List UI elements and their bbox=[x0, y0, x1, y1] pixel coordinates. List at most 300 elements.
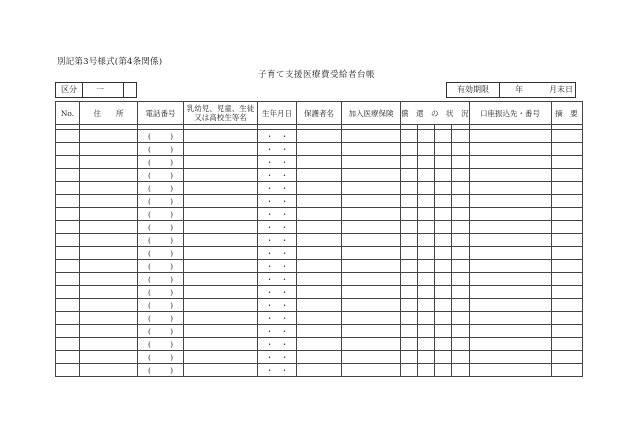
table-cell[interactable] bbox=[342, 338, 401, 351]
table-cell[interactable] bbox=[551, 169, 582, 182]
table-cell[interactable] bbox=[452, 221, 469, 234]
table-cell[interactable] bbox=[297, 312, 342, 325]
table-cell[interactable] bbox=[452, 364, 469, 377]
table-cell[interactable] bbox=[452, 130, 469, 143]
phone-close-paren: ) bbox=[170, 352, 173, 362]
phone-open-paren: ( bbox=[148, 131, 151, 141]
phone-open-paren: ( bbox=[148, 326, 151, 336]
table-cell[interactable] bbox=[342, 195, 401, 208]
table-cell[interactable] bbox=[435, 182, 452, 195]
table-cell[interactable] bbox=[418, 260, 435, 273]
header-no: No. bbox=[56, 102, 80, 125]
table-cell[interactable] bbox=[56, 208, 80, 221]
table-row bbox=[56, 208, 583, 221]
table-cell[interactable] bbox=[401, 312, 418, 325]
table-cell[interactable] bbox=[551, 156, 582, 169]
birthdate-cell[interactable] bbox=[258, 247, 297, 260]
table-cell[interactable] bbox=[418, 208, 435, 221]
birthdate-cell[interactable] bbox=[258, 325, 297, 338]
table-cell[interactable] bbox=[184, 312, 258, 325]
table-row bbox=[56, 273, 583, 286]
table-cell[interactable] bbox=[452, 325, 469, 338]
table-cell[interactable] bbox=[297, 299, 342, 312]
table-cell[interactable] bbox=[56, 195, 80, 208]
table-cell[interactable] bbox=[80, 221, 138, 234]
table-cell[interactable] bbox=[80, 208, 138, 221]
table-cell[interactable] bbox=[56, 364, 80, 377]
table-cell[interactable] bbox=[342, 325, 401, 338]
table-cell[interactable] bbox=[342, 208, 401, 221]
phone-open-paren: ( bbox=[148, 183, 151, 193]
table-row bbox=[56, 195, 583, 208]
table-row bbox=[56, 260, 583, 273]
header-remarks: 摘 要 bbox=[551, 102, 582, 125]
table-cell[interactable] bbox=[297, 143, 342, 156]
phone-cell[interactable] bbox=[138, 338, 184, 351]
table-cell[interactable] bbox=[80, 260, 138, 273]
classification-value[interactable]: 一 bbox=[96, 85, 104, 94]
table-cell[interactable] bbox=[435, 351, 452, 364]
table-cell[interactable] bbox=[435, 325, 452, 338]
table-cell[interactable] bbox=[401, 299, 418, 312]
table-cell[interactable] bbox=[418, 325, 435, 338]
table-cell[interactable] bbox=[452, 247, 469, 260]
table-cell[interactable] bbox=[469, 169, 551, 182]
phone-open-paren: ( bbox=[148, 157, 151, 167]
table-cell[interactable] bbox=[452, 182, 469, 195]
table-row bbox=[56, 234, 583, 247]
phone-close-paren: ) bbox=[170, 235, 173, 245]
table-cell[interactable] bbox=[469, 130, 551, 143]
table-cell[interactable] bbox=[469, 312, 551, 325]
table-cell[interactable] bbox=[184, 182, 258, 195]
table-cell[interactable] bbox=[418, 195, 435, 208]
phone-cell[interactable] bbox=[138, 156, 184, 169]
table-cell[interactable] bbox=[551, 312, 582, 325]
table-row bbox=[56, 299, 583, 312]
phone-cell[interactable] bbox=[138, 169, 184, 182]
table-cell[interactable] bbox=[342, 221, 401, 234]
table-cell[interactable] bbox=[297, 286, 342, 299]
table-cell[interactable] bbox=[435, 221, 452, 234]
table-cell[interactable] bbox=[418, 286, 435, 299]
table-cell[interactable] bbox=[297, 247, 342, 260]
table-cell[interactable] bbox=[297, 169, 342, 182]
table-cell[interactable] bbox=[551, 325, 582, 338]
table-cell[interactable] bbox=[435, 312, 452, 325]
table-cell[interactable] bbox=[469, 260, 551, 273]
table-cell[interactable] bbox=[418, 312, 435, 325]
table-cell[interactable] bbox=[551, 299, 582, 312]
table-cell[interactable] bbox=[297, 325, 342, 338]
table-cell[interactable] bbox=[297, 182, 342, 195]
table-cell[interactable] bbox=[418, 299, 435, 312]
table-cell[interactable] bbox=[452, 208, 469, 221]
table-cell[interactable] bbox=[435, 286, 452, 299]
table-cell[interactable] bbox=[401, 351, 418, 364]
table-cell[interactable] bbox=[80, 351, 138, 364]
table-cell[interactable] bbox=[80, 234, 138, 247]
phone-close-paren: ) bbox=[170, 183, 173, 193]
table-cell[interactable] bbox=[342, 299, 401, 312]
date-dots: ・ ・ bbox=[265, 144, 289, 154]
table-cell[interactable] bbox=[80, 143, 138, 156]
phone-cell[interactable] bbox=[138, 182, 184, 195]
table-cell[interactable] bbox=[184, 143, 258, 156]
table-cell[interactable] bbox=[80, 273, 138, 286]
table-cell[interactable] bbox=[56, 130, 80, 143]
table-cell[interactable] bbox=[297, 130, 342, 143]
phone-cell[interactable] bbox=[138, 221, 184, 234]
table-cell[interactable] bbox=[184, 325, 258, 338]
table-cell[interactable] bbox=[80, 130, 138, 143]
table-cell[interactable] bbox=[551, 273, 582, 286]
table-cell[interactable] bbox=[401, 273, 418, 286]
table-cell[interactable] bbox=[452, 169, 469, 182]
table-cell[interactable] bbox=[297, 364, 342, 377]
birthdate-cell[interactable] bbox=[258, 299, 297, 312]
phone-cell[interactable] bbox=[138, 130, 184, 143]
table-cell[interactable] bbox=[184, 247, 258, 260]
table-cell[interactable] bbox=[469, 234, 551, 247]
table-cell[interactable] bbox=[469, 286, 551, 299]
table-cell[interactable] bbox=[401, 143, 418, 156]
date-dots: ・ ・ bbox=[265, 170, 289, 180]
table-cell[interactable] bbox=[418, 169, 435, 182]
table-cell[interactable] bbox=[435, 208, 452, 221]
table-cell[interactable] bbox=[342, 312, 401, 325]
table-cell[interactable] bbox=[342, 234, 401, 247]
table-cell[interactable] bbox=[80, 364, 138, 377]
phone-close-paren: ) bbox=[170, 287, 173, 297]
table-cell[interactable] bbox=[342, 182, 401, 195]
table-cell[interactable] bbox=[452, 143, 469, 156]
table-cell[interactable] bbox=[297, 260, 342, 273]
birthdate-cell[interactable] bbox=[258, 156, 297, 169]
phone-close-paren: ) bbox=[170, 261, 173, 271]
table-cell[interactable] bbox=[418, 156, 435, 169]
table-cell[interactable] bbox=[401, 234, 418, 247]
table-cell[interactable] bbox=[56, 169, 80, 182]
table-cell[interactable] bbox=[184, 221, 258, 234]
phone-cell[interactable] bbox=[138, 208, 184, 221]
phone-close-paren: ) bbox=[170, 248, 173, 258]
date-dots: ・ ・ bbox=[265, 222, 289, 232]
phone-cell[interactable] bbox=[138, 351, 184, 364]
table-cell[interactable] bbox=[401, 260, 418, 273]
birthdate-cell[interactable] bbox=[258, 182, 297, 195]
birthdate-cell[interactable] bbox=[258, 273, 297, 286]
table-cell[interactable] bbox=[184, 273, 258, 286]
table-cell[interactable] bbox=[56, 247, 80, 260]
table-row bbox=[56, 312, 583, 325]
classification-label: 区分 bbox=[61, 85, 77, 94]
table-cell[interactable] bbox=[297, 221, 342, 234]
table-cell[interactable] bbox=[80, 338, 138, 351]
table-cell[interactable] bbox=[418, 338, 435, 351]
phone-cell[interactable] bbox=[138, 260, 184, 273]
table-cell[interactable] bbox=[418, 182, 435, 195]
table-cell[interactable] bbox=[469, 247, 551, 260]
table-cell[interactable] bbox=[56, 143, 80, 156]
table-cell[interactable] bbox=[401, 286, 418, 299]
validity-label: 有効期限 bbox=[457, 85, 489, 94]
table-cell[interactable] bbox=[551, 143, 582, 156]
table-cell[interactable] bbox=[452, 286, 469, 299]
table-cell[interactable] bbox=[401, 325, 418, 338]
table-cell[interactable] bbox=[342, 156, 401, 169]
table-cell[interactable] bbox=[401, 208, 418, 221]
table-cell[interactable] bbox=[297, 338, 342, 351]
birthdate-cell[interactable] bbox=[258, 143, 297, 156]
table-cell[interactable] bbox=[56, 273, 80, 286]
phone-cell[interactable] bbox=[138, 143, 184, 156]
table-cell[interactable] bbox=[184, 130, 258, 143]
table-cell[interactable] bbox=[297, 195, 342, 208]
phone-cell[interactable] bbox=[138, 195, 184, 208]
table-cell[interactable] bbox=[418, 143, 435, 156]
table-cell[interactable] bbox=[551, 260, 582, 273]
table-cell[interactable] bbox=[56, 234, 80, 247]
table-cell[interactable] bbox=[435, 156, 452, 169]
table-cell[interactable] bbox=[297, 273, 342, 286]
table-cell[interactable] bbox=[435, 234, 452, 247]
table-cell[interactable] bbox=[452, 338, 469, 351]
table-cell[interactable] bbox=[342, 351, 401, 364]
table-cell[interactable] bbox=[418, 130, 435, 143]
table-cell[interactable] bbox=[342, 364, 401, 377]
table-cell[interactable] bbox=[401, 130, 418, 143]
table-cell[interactable] bbox=[342, 260, 401, 273]
phone-open-paren: ( bbox=[148, 287, 151, 297]
table-cell[interactable] bbox=[401, 156, 418, 169]
table-cell[interactable] bbox=[551, 351, 582, 364]
table-cell[interactable] bbox=[184, 260, 258, 273]
phone-cell[interactable] bbox=[138, 273, 184, 286]
table-cell[interactable] bbox=[80, 247, 138, 260]
table-cell[interactable] bbox=[452, 351, 469, 364]
table-cell[interactable] bbox=[342, 143, 401, 156]
table-cell[interactable] bbox=[401, 247, 418, 260]
table-cell[interactable] bbox=[56, 325, 80, 338]
table-cell[interactable] bbox=[80, 299, 138, 312]
table-row bbox=[56, 169, 583, 182]
phone-cell[interactable] bbox=[138, 325, 184, 338]
date-dots: ・ ・ bbox=[265, 183, 289, 193]
table-cell[interactable] bbox=[297, 208, 342, 221]
table-cell[interactable] bbox=[56, 338, 80, 351]
table-cell[interactable] bbox=[469, 221, 551, 234]
table-cell[interactable] bbox=[551, 286, 582, 299]
table-cell[interactable] bbox=[435, 299, 452, 312]
table-cell[interactable] bbox=[80, 325, 138, 338]
table-cell[interactable] bbox=[80, 286, 138, 299]
table-cell[interactable] bbox=[452, 299, 469, 312]
table-cell[interactable] bbox=[551, 221, 582, 234]
table-cell[interactable] bbox=[469, 364, 551, 377]
table-cell[interactable] bbox=[418, 273, 435, 286]
table-cell[interactable] bbox=[297, 234, 342, 247]
birthdate-cell[interactable] bbox=[258, 338, 297, 351]
table-cell[interactable] bbox=[469, 208, 551, 221]
table-cell[interactable] bbox=[184, 234, 258, 247]
table-cell[interactable] bbox=[435, 364, 452, 377]
phone-open-paren: ( bbox=[148, 170, 151, 180]
table-cell[interactable] bbox=[401, 221, 418, 234]
table-cell[interactable] bbox=[297, 156, 342, 169]
birthdate-cell[interactable] bbox=[258, 364, 297, 377]
table-cell[interactable] bbox=[435, 169, 452, 182]
phone-close-paren: ) bbox=[170, 365, 173, 375]
table-row bbox=[56, 338, 583, 351]
table-cell[interactable] bbox=[401, 338, 418, 351]
header-insurance: 加入医療保険 bbox=[342, 102, 401, 125]
date-dots: ・ ・ bbox=[265, 248, 289, 258]
table-cell[interactable] bbox=[469, 351, 551, 364]
phone-cell[interactable] bbox=[138, 364, 184, 377]
table-cell[interactable] bbox=[418, 351, 435, 364]
table-cell[interactable] bbox=[184, 195, 258, 208]
phone-cell[interactable] bbox=[138, 234, 184, 247]
table-cell[interactable] bbox=[435, 195, 452, 208]
birthdate-cell[interactable] bbox=[258, 195, 297, 208]
divider bbox=[82, 83, 83, 97]
table-cell[interactable] bbox=[80, 195, 138, 208]
table-cell[interactable] bbox=[551, 195, 582, 208]
table-cell[interactable] bbox=[342, 286, 401, 299]
table-cell[interactable] bbox=[80, 169, 138, 182]
table-cell[interactable] bbox=[56, 351, 80, 364]
header-birthdate: 生年月日 bbox=[258, 102, 297, 125]
table-cell[interactable] bbox=[551, 364, 582, 377]
table-cell[interactable] bbox=[469, 195, 551, 208]
table-cell[interactable] bbox=[551, 130, 582, 143]
phone-open-paren: ( bbox=[148, 365, 151, 375]
table-cell[interactable] bbox=[184, 208, 258, 221]
phone-cell[interactable] bbox=[138, 299, 184, 312]
phone-open-paren: ( bbox=[148, 274, 151, 284]
table-cell[interactable] bbox=[56, 299, 80, 312]
table-cell[interactable] bbox=[452, 312, 469, 325]
birthdate-cell[interactable] bbox=[258, 130, 297, 143]
date-dots: ・ ・ bbox=[265, 196, 289, 206]
table-cell[interactable] bbox=[418, 247, 435, 260]
table-cell[interactable] bbox=[551, 247, 582, 260]
phone-cell[interactable] bbox=[138, 247, 184, 260]
table-cell[interactable] bbox=[56, 156, 80, 169]
table-cell[interactable] bbox=[469, 182, 551, 195]
table-cell[interactable] bbox=[401, 169, 418, 182]
phone-close-paren: ) bbox=[170, 170, 173, 180]
table-cell[interactable] bbox=[80, 156, 138, 169]
table-cell[interactable] bbox=[435, 338, 452, 351]
table-cell[interactable] bbox=[469, 273, 551, 286]
table-cell[interactable] bbox=[418, 364, 435, 377]
table-cell[interactable] bbox=[418, 221, 435, 234]
table-cell[interactable] bbox=[551, 234, 582, 247]
phone-cell[interactable] bbox=[138, 312, 184, 325]
classification-box bbox=[55, 82, 137, 98]
header-guardian: 保護者名 bbox=[297, 102, 342, 125]
table-cell[interactable] bbox=[80, 312, 138, 325]
phone-open-paren: ( bbox=[148, 222, 151, 232]
phone-open-paren: ( bbox=[148, 352, 151, 362]
table-cell[interactable] bbox=[469, 143, 551, 156]
date-dots: ・ ・ bbox=[265, 287, 289, 297]
validity-month-end-label: 月末日 bbox=[549, 85, 573, 94]
table-cell[interactable] bbox=[469, 299, 551, 312]
table-cell[interactable] bbox=[401, 364, 418, 377]
birthdate-cell[interactable] bbox=[258, 286, 297, 299]
table-cell[interactable] bbox=[342, 247, 401, 260]
phone-cell[interactable] bbox=[138, 286, 184, 299]
table-cell[interactable] bbox=[184, 169, 258, 182]
table-cell[interactable] bbox=[452, 234, 469, 247]
birthdate-cell[interactable] bbox=[258, 234, 297, 247]
birthdate-cell[interactable] bbox=[258, 169, 297, 182]
table-cell[interactable] bbox=[56, 182, 80, 195]
table-cell[interactable] bbox=[469, 156, 551, 169]
table-cell[interactable] bbox=[184, 299, 258, 312]
phone-close-paren: ) bbox=[170, 131, 173, 141]
table-cell[interactable] bbox=[401, 195, 418, 208]
table-cell[interactable] bbox=[56, 260, 80, 273]
table-cell[interactable] bbox=[452, 195, 469, 208]
table-cell[interactable] bbox=[184, 338, 258, 351]
table-cell[interactable] bbox=[342, 169, 401, 182]
validity-box bbox=[446, 82, 576, 98]
table-cell[interactable] bbox=[56, 312, 80, 325]
table-cell[interactable] bbox=[184, 286, 258, 299]
birthdate-cell[interactable] bbox=[258, 312, 297, 325]
table-cell[interactable] bbox=[184, 351, 258, 364]
table-cell[interactable] bbox=[551, 338, 582, 351]
phone-close-paren: ) bbox=[170, 222, 173, 232]
birthdate-cell[interactable] bbox=[258, 260, 297, 273]
table-cell[interactable] bbox=[297, 351, 342, 364]
date-dots: ・ ・ bbox=[265, 365, 289, 375]
table-cell[interactable] bbox=[551, 182, 582, 195]
birthdate-cell[interactable] bbox=[258, 351, 297, 364]
table-cell[interactable] bbox=[184, 156, 258, 169]
birthdate-cell[interactable] bbox=[258, 208, 297, 221]
table-cell[interactable] bbox=[435, 260, 452, 273]
table-cell[interactable] bbox=[56, 286, 80, 299]
table-cell[interactable] bbox=[452, 260, 469, 273]
table-cell[interactable] bbox=[435, 143, 452, 156]
table-cell[interactable] bbox=[551, 208, 582, 221]
table-cell[interactable] bbox=[435, 130, 452, 143]
table-cell[interactable] bbox=[80, 182, 138, 195]
table-row bbox=[56, 130, 583, 143]
birthdate-cell[interactable] bbox=[258, 221, 297, 234]
table-cell[interactable] bbox=[184, 364, 258, 377]
table-cell[interactable] bbox=[469, 325, 551, 338]
table-cell[interactable] bbox=[342, 130, 401, 143]
table-cell[interactable] bbox=[56, 221, 80, 234]
table-cell[interactable] bbox=[401, 182, 418, 195]
table-cell[interactable] bbox=[435, 247, 452, 260]
phone-close-paren: ) bbox=[170, 313, 173, 323]
table-cell[interactable] bbox=[418, 234, 435, 247]
table-cell[interactable] bbox=[469, 338, 551, 351]
phone-open-paren: ( bbox=[148, 144, 151, 154]
table-cell[interactable] bbox=[452, 156, 469, 169]
table-cell[interactable] bbox=[342, 273, 401, 286]
table-cell[interactable] bbox=[435, 273, 452, 286]
table-row bbox=[56, 247, 583, 260]
table-cell[interactable] bbox=[452, 273, 469, 286]
